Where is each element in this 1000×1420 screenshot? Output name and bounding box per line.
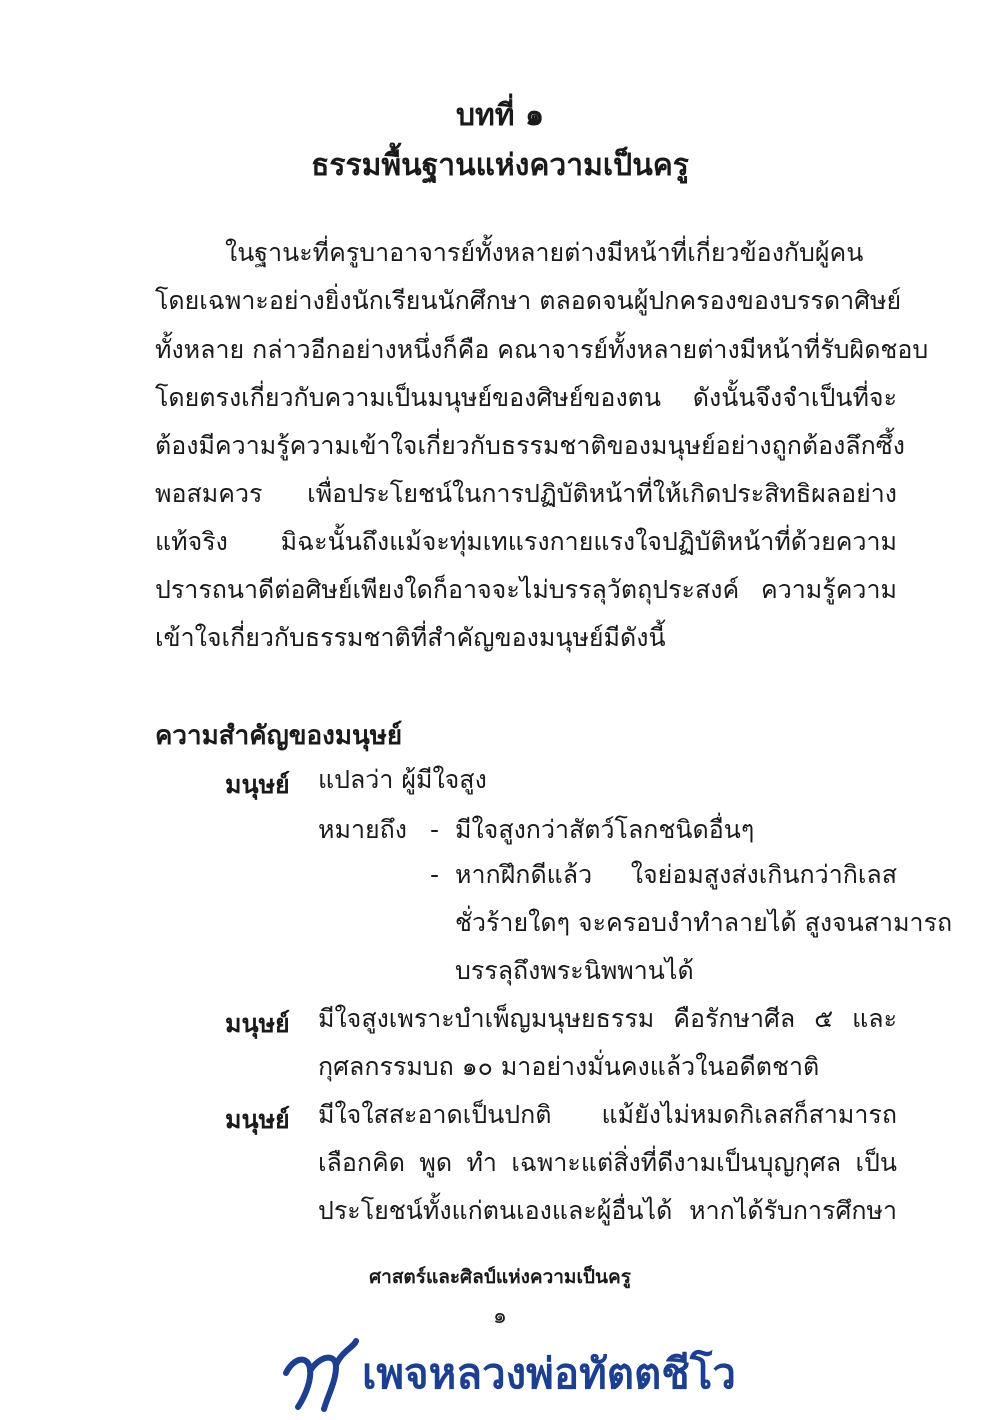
term-label: มนุษย์ bbox=[225, 770, 290, 799]
paragraph-line: เข้าใจเกี่ยวกับธรรมชาติที่สำคัญของมนุษย์มีดังนี้ bbox=[155, 623, 666, 652]
paragraph-line: โดยเฉพาะอย่างยิ่งนักเรียนนักศึกษา ตลอดจนผู้ปกครองของบรรดาศิษย์ bbox=[155, 286, 902, 315]
publisher-name: เพจหลวงพ่อทัตตชีโว bbox=[362, 1349, 736, 1398]
dash-bullet: - bbox=[430, 860, 440, 889]
paragraph-line: แท้จริง มิฉะนั้นถึงแม้จะทุ่มเทแรงกายแรงใจปฏิบัติหน้าที่ด้วยความ bbox=[155, 527, 897, 556]
footer-book-title: ศาสตร์และศิลป์แห่งความเป็นครู bbox=[369, 1266, 631, 1288]
paragraph-line: ทั้งหลาย กล่าวอีกอย่างหนึ่งก็คือ คณาจารย์ทั้งหลายต่างมีหน้าที่รับผิดชอบ bbox=[155, 335, 929, 364]
paragraph-line: ในฐานะที่ครูบาอาจารย์ทั้งหลายต่างมีหน้าที่เกี่ยวข้องกับผู้คน bbox=[225, 238, 864, 267]
definition-text: มีใจสูงเพราะบำเพ็ญมนุษยธรรม คือรักษาศีล ๕ และ bbox=[318, 1004, 897, 1033]
publisher-logo bbox=[280, 1335, 736, 1415]
definition-text: กุศลกรรมบถ ๑๐ มาอย่างมั่นคงแล้วในอดีตชาติ bbox=[318, 1052, 820, 1081]
meaning-point: หากฝึกดีแล้ว ใจย่อมสูงส่งเกินกว่ากิเลส bbox=[455, 860, 897, 889]
term-label: มนุษย์ bbox=[225, 1009, 290, 1038]
page-number: ๑ bbox=[493, 1304, 507, 1329]
meaning-point: ชั่วร้ายใดๆ จะครอบงำทำลายได้ สูงจนสามารถ bbox=[455, 908, 953, 937]
definition-text: แปลว่า ผู้มีใจสูง bbox=[318, 765, 487, 794]
chapter-title: ธรรมพื้นฐานแห่งความเป็นครู bbox=[311, 148, 689, 183]
definition-text: ประโยชน์ทั้งแก่ตนเองและผู้อื่นได้ หากได้รับการศึกษา bbox=[318, 1196, 897, 1225]
paragraph-line: โดยตรงเกี่ยวกับความเป็นมนุษย์ของศิษย์ของตน ดังนั้นจึงจำเป็นที่จะ bbox=[155, 383, 897, 412]
paragraph-line: พอสมควร เพื่อประโยชน์ในการปฏิบัติหน้าที่ให้เกิดประสิทธิผลอย่าง bbox=[155, 479, 897, 508]
paragraph-line: ปรารถนาดีต่อศิษย์เพียงใดก็อาจจะไม่บรรลุวัตถุประสงค์ ความรู้ความ bbox=[155, 575, 897, 604]
definition-text: มีใจใสสะอาดเป็นปกติ แม้ยังไม่หมดกิเลสก็สามารถ bbox=[318, 1100, 897, 1129]
dash-bullet: - bbox=[430, 815, 440, 844]
term-label: มนุษย์ bbox=[225, 1105, 290, 1134]
definition-text: เลือกคิด พูด ทำ เฉพาะแต่สิ่งที่ดีงามเป็นบุญกุศล เป็น bbox=[318, 1148, 897, 1177]
paragraph-line: ต้องมีความรู้ความเข้าใจเกี่ยวกับธรรมชาติของมนุษย์อย่างถูกต้องลึกซึ้ง bbox=[155, 431, 905, 460]
meaning-point: มีใจสูงกว่าสัตว์โลกชนิดอื่นๆ bbox=[455, 815, 755, 844]
section-heading: ความสำคัญของมนุษย์ bbox=[155, 721, 403, 751]
signature-mark-icon bbox=[280, 1335, 360, 1415]
meaning-point: บรรลุถึงพระนิพพานได้ bbox=[455, 956, 694, 985]
chapter-number: บทที่ ๑ bbox=[455, 98, 545, 133]
meaning-label: หมายถึง bbox=[318, 815, 407, 844]
